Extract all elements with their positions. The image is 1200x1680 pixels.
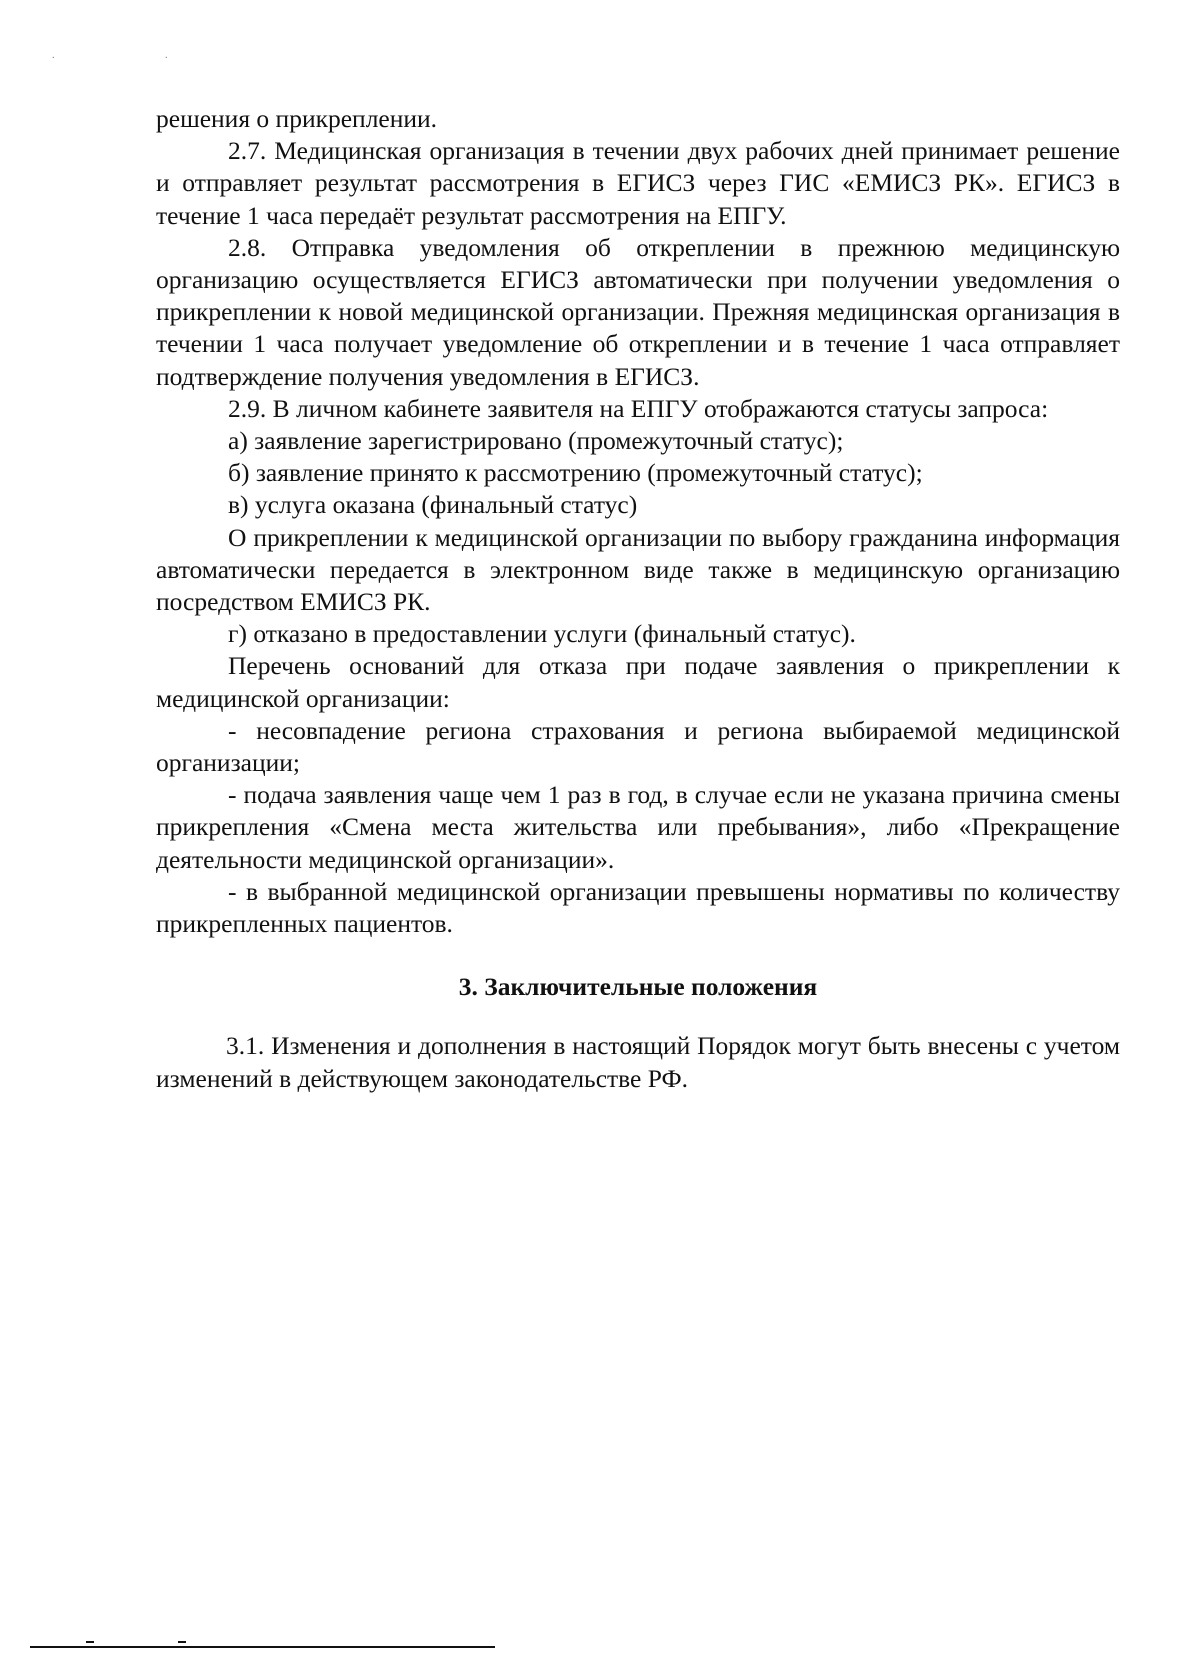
paragraph-2-7: 2.7. Медицинская организация в течении двух рабочих дней принимает решение и отправляет результат рассмотрения в ЕГИСЗ через ГИС «ЕМИСЗ РК». ЕГИСЗ в течение 1 часа передаёт результат рассмотрения на ЕПГУ. <box>156 136 1120 230</box>
refusal-item-frequency: - подача заявления чаще чем 1 раз в год, в случае если не указана причина смены прикрепления «Смена места жительства или пребывания», либо «Прекращение деятельности медицинской организации». <box>156 780 1120 874</box>
refusal-item-limits: - в выбранной медицинской организации превышены нормативы по количеству прикрепленных пациентов. <box>156 876 1120 939</box>
list-item-v: в) услуга оказана (финальный статус) <box>228 490 638 520</box>
refusal-item-region: - несовпадение региона страхования и региона выбираемой медицинской организации; <box>156 715 1120 778</box>
footer-rule-tick <box>86 1641 94 1643</box>
footer-rule <box>30 1646 495 1648</box>
paragraph-2-8: 2.8. Отправка уведомления об откреплении в прежнюю медицинскую организацию осуществляется ЕГИСЗ автоматически при получении уведомления о прикреплении к новой медицинской организации. Прежняя медицинская организация в течении 1 часа получает уведомление об откреплении и в течение 1 часа отправляет подтверждение получения уведомления в ЕГИСЗ. <box>156 232 1120 391</box>
paragraph-2-9: 2.9. В личном кабинете заявителя на ЕПГУ отображаются статусы запроса: <box>228 393 1049 423</box>
list-item-g: г) отказано в предоставлении услуги (финальный статус). <box>228 619 856 649</box>
section-heading: 3. Заключительные положения <box>458 972 818 1002</box>
list-item-b: б) заявление принято к рассмотрению (промежуточный статус); <box>228 458 923 488</box>
paragraph-refusal-grounds: Перечень оснований для отказа при подаче заявления о прикреплении к медицинской организации: <box>156 651 1120 713</box>
paragraph-continuation: решения о прикреплении. <box>156 104 438 133</box>
footer-rule-tick <box>178 1641 186 1643</box>
paragraph-3-1: 3.1. Изменения и дополнения в настоящий Порядок могут быть внесены с учетом изменений в действующем законодательстве РФ. <box>156 1031 1120 1093</box>
list-item-a: а) заявление зарегистрировано (промежуточный статус); <box>228 426 844 456</box>
scan-artifact-dots: . . <box>52 50 222 61</box>
paragraph-attachment-info: О прикреплении к медицинской организации по выбору гражданина информация автоматически передается в электронном виде также в медицинскую организацию посредством ЕМИСЗ РК. <box>156 522 1120 617</box>
document-body <box>156 103 1120 1095</box>
